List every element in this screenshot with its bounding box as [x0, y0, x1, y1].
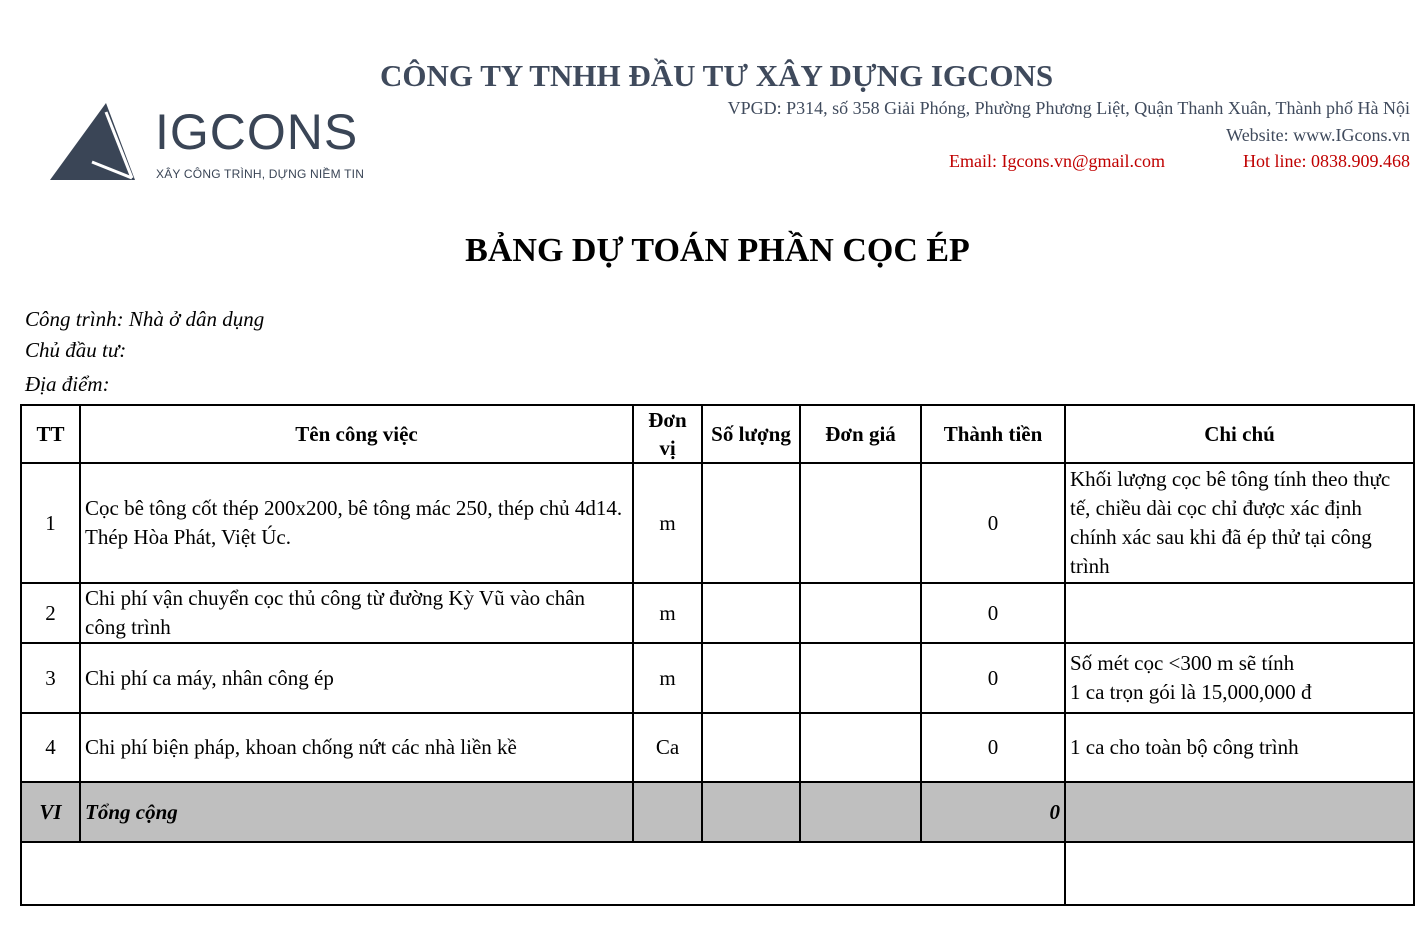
table-row: [21, 583, 1414, 643]
total-amount: 0: [921, 782, 1065, 842]
total-note: [1065, 782, 1414, 842]
row-amount: 0: [921, 713, 1065, 782]
row-price: [800, 463, 921, 583]
row-name: Chi phí ca máy, nhân công ép: [80, 643, 633, 713]
estimate-table: [20, 404, 1415, 906]
header-tt: TT: [21, 405, 80, 463]
company-name: CÔNG TY TNHH ĐẦU TƯ XÂY DỰNG IGCONS: [380, 58, 1054, 93]
row-note: [1065, 643, 1414, 713]
total-tt: VI: [21, 782, 80, 842]
table-row: [21, 643, 1414, 713]
row-unit: m: [633, 463, 702, 583]
row-qty: [702, 583, 800, 643]
company-website: Website: www.IGcons.vn: [1226, 125, 1410, 145]
table-row: [21, 713, 1414, 782]
row-tt: 1: [21, 463, 80, 583]
row-qty: [702, 713, 800, 782]
row-note-line: 1 ca trọn gói là 15,000,000 đ: [1070, 680, 1312, 704]
row-unit: Ca: [633, 713, 702, 782]
row-name: Chi phí vận chuyển cọc thủ công từ đường Kỳ Vũ vào chân công trình: [80, 583, 633, 643]
row-price: [800, 713, 921, 782]
logo-text: IGCONS: [155, 104, 359, 160]
total-row: [21, 782, 1414, 842]
row-note: [1065, 583, 1414, 643]
row-amount: 0: [921, 643, 1065, 713]
company-address: VPGD: P314, số 358 Giải Phóng, Phường Phương Liệt, Quận Thanh Xuân, Thành phố Hà Nội: [727, 98, 1410, 118]
table-row: [21, 463, 1414, 583]
row-name: Cọc bê tông cốt thép 200x200, bê tông mác 250, thép chủ 4d14. Thép Hòa Phát, Việt Úc.: [80, 463, 633, 583]
row-name: Chi phí biện pháp, khoan chống nứt các nhà liền kề: [80, 713, 633, 782]
row-price: [800, 643, 921, 713]
header-amount: Thành tiền: [921, 405, 1065, 463]
row-note: 1 ca cho toàn bộ công trình: [1065, 713, 1414, 782]
location-line: Địa điểm:: [25, 372, 110, 396]
header-unit: Đơn vị: [633, 405, 702, 463]
row-tt: 3: [21, 643, 80, 713]
investor-line: Chủ đầu tư:: [25, 338, 127, 362]
row-qty: [702, 463, 800, 583]
total-price: [800, 782, 921, 842]
header-qty: Số lượng: [702, 405, 800, 463]
row-unit: m: [633, 643, 702, 713]
row-tt: 2: [21, 583, 80, 643]
total-unit: [633, 782, 702, 842]
document-title: BẢNG DỰ TOÁN PHẦN CỌC ÉP: [465, 232, 970, 269]
empty-cell: [21, 842, 1065, 905]
row-price: [800, 583, 921, 643]
row-tt: 4: [21, 713, 80, 782]
total-qty: [702, 782, 800, 842]
row-note-line: Số mét cọc <300 m sẽ tính: [1070, 651, 1295, 675]
table-header-row: [21, 405, 1414, 463]
empty-note-cell: [1065, 842, 1414, 905]
total-label: Tổng cộng: [80, 782, 633, 842]
row-unit: m: [633, 583, 702, 643]
empty-row: [21, 842, 1414, 905]
row-note: Khối lượng cọc bê tông tính theo thực tế, chiều dài cọc chỉ được xác định chính xác sau khi đã ép thử tại công trình: [1065, 463, 1414, 583]
row-amount: 0: [921, 583, 1065, 643]
project-line: Công trình: Nhà ở dân dụng: [25, 307, 265, 331]
header-name: Tên công việc: [80, 405, 633, 463]
company-email: Email: Igcons.vn@gmail.com: [949, 151, 1166, 171]
header-note: Chi chú: [1065, 405, 1414, 463]
row-amount: 0: [921, 463, 1065, 583]
header-price: Đơn giá: [800, 405, 921, 463]
logo-slogan: XÂY CÔNG TRÌNH, DỰNG NIỀM TIN: [156, 167, 365, 181]
row-qty: [702, 643, 800, 713]
company-hotline: Hot line: 0838.909.468: [1243, 151, 1410, 171]
